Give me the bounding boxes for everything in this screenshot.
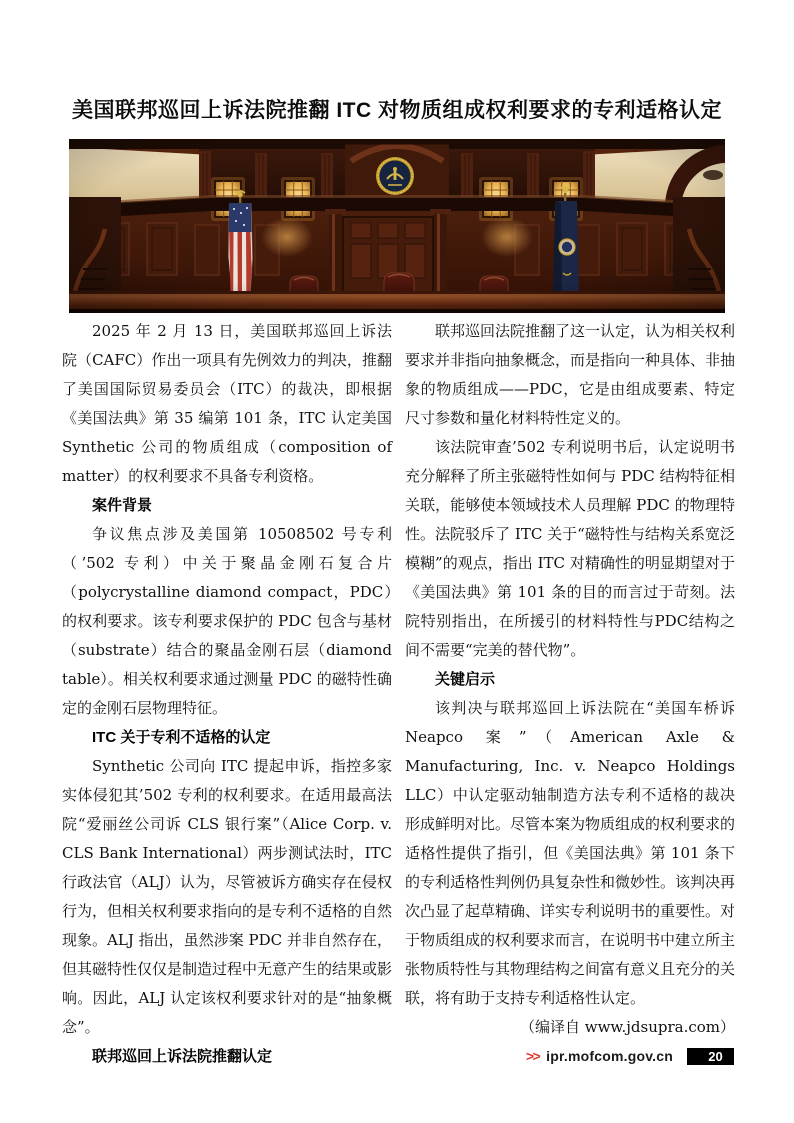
paragraph: 该法院审查’502 专利说明书后，认定说明书充分解释了所主张磁特性如何与 PDC 结构特征相关联，能够使本领域技术人员理解 PDC 的物理特性。法院驳斥了 ITC 关于“磁特性与结构关系宽泛模糊”的观点，指出 ITC 对精确性的明显期望对于《美国法典》第 101 条的目的而言过于苛刻。法院特别指出，在所援引的材料特性与PDC结构之间不需要“完美的替代物”。 <box>405 438 735 659</box>
source-attribution: （编译自 www.jdsupra.com） <box>519 1018 735 1036</box>
page-footer <box>526 1047 734 1065</box>
article-body <box>62 317 735 1071</box>
section-heading-key-takeaways: 关键启示 <box>435 671 496 688</box>
footer-site-url: ipr.mofcom.gov.cn <box>546 1048 673 1064</box>
chevron-right-icon: >> <box>525 1048 540 1064</box>
section-heading-itc-finding: ITC 关于专利不适格的认定 <box>92 729 271 746</box>
page-number-badge: 20 <box>687 1048 734 1065</box>
paragraph: 联邦巡回法院推翻了这一认定，认为相关权利要求并非指向抽象概念，而是指向一种具体、非抽象的物质组成——PDC，它是由组成要素、特定尺寸参数和量化材料特性定义的。 <box>405 322 736 427</box>
courtroom-illustration <box>69 139 725 313</box>
paragraph: Synthetic 公司向 ITC 提起申诉，指控多家实体侵犯其’502 专利的权利要求。在适用最高法院“爱丽丝公司诉 CLS 银行案”（Alice Corp. v. CLS Bank International）两步测试法时，ITC 行政法官（ALJ）认为，尽管被诉方确实存在侵权行为，但相关权利要求指向的是专利不适格的自然现象。ALJ 指出，虽然涉案 PDC 并非自然存在，但其磁特性仅仅是制造过程中无意产生的结果或影响。因此，ALJ 认定该权利要求针对的是“抽象概念”。 <box>62 757 393 1036</box>
page-title: 美国联邦巡回上诉法院推翻 ITC 对物质组成权利要求的专利适格认定 <box>72 99 722 122</box>
right-column <box>405 317 735 1071</box>
paragraph: 该判决与联邦巡回上诉法院在“美国车桥诉 Neapco 案”（American Axle & Manufacturing, Inc. v. Neapco Holdings LLC）中认定驱动轴制造方法专利不适格的裁决形成鲜明对比。尽管本案为物质组成的权利要求的适格性提供了指引，但《美国法典》第 101 条下的专利适格性判例仍具复杂性和微妙性。该判决再次凸显了起草精确、详实专利说明书的重要性。对于物质组成的权利要求而言，在说明书中建立所主张物质特性与其物理结构之间富有意义且充分的关联，将有助于支持专利适格性认定。 <box>405 699 736 1007</box>
section-heading-case-background: 案件背景 <box>92 497 153 514</box>
section-heading-cafc-reversal: 联邦巡回上诉法院推翻认定 <box>92 1048 273 1065</box>
paragraph: 争议焦点涉及美国第 10508502 号专利（’502 专利）中关于聚晶金刚石复合片（polycrystalline diamond compact，PDC）的权利要求。该专利要求保护的 PDC 包含与基材（substrate）结合的聚晶金刚石层（diamond table）。相关权利要求通过测量 PDC 的磁特性确定的金刚石层物理特征。 <box>62 525 392 717</box>
left-column <box>62 317 392 1071</box>
vignette <box>69 139 725 313</box>
paragraph: 2025 年 2 月 13 日，美国联邦巡回上诉法院（CAFC）作出一项具有先例效力的判决，推翻了美国国际贸易委员会（ITC）的裁决，即根据《美国法典》第 35 编第 101 条，ITC 认定美国 Synthetic 公司的物质组成（composition of matter）的权利要求不具备专利资格。 <box>62 322 392 485</box>
courtroom-photo <box>69 139 725 313</box>
